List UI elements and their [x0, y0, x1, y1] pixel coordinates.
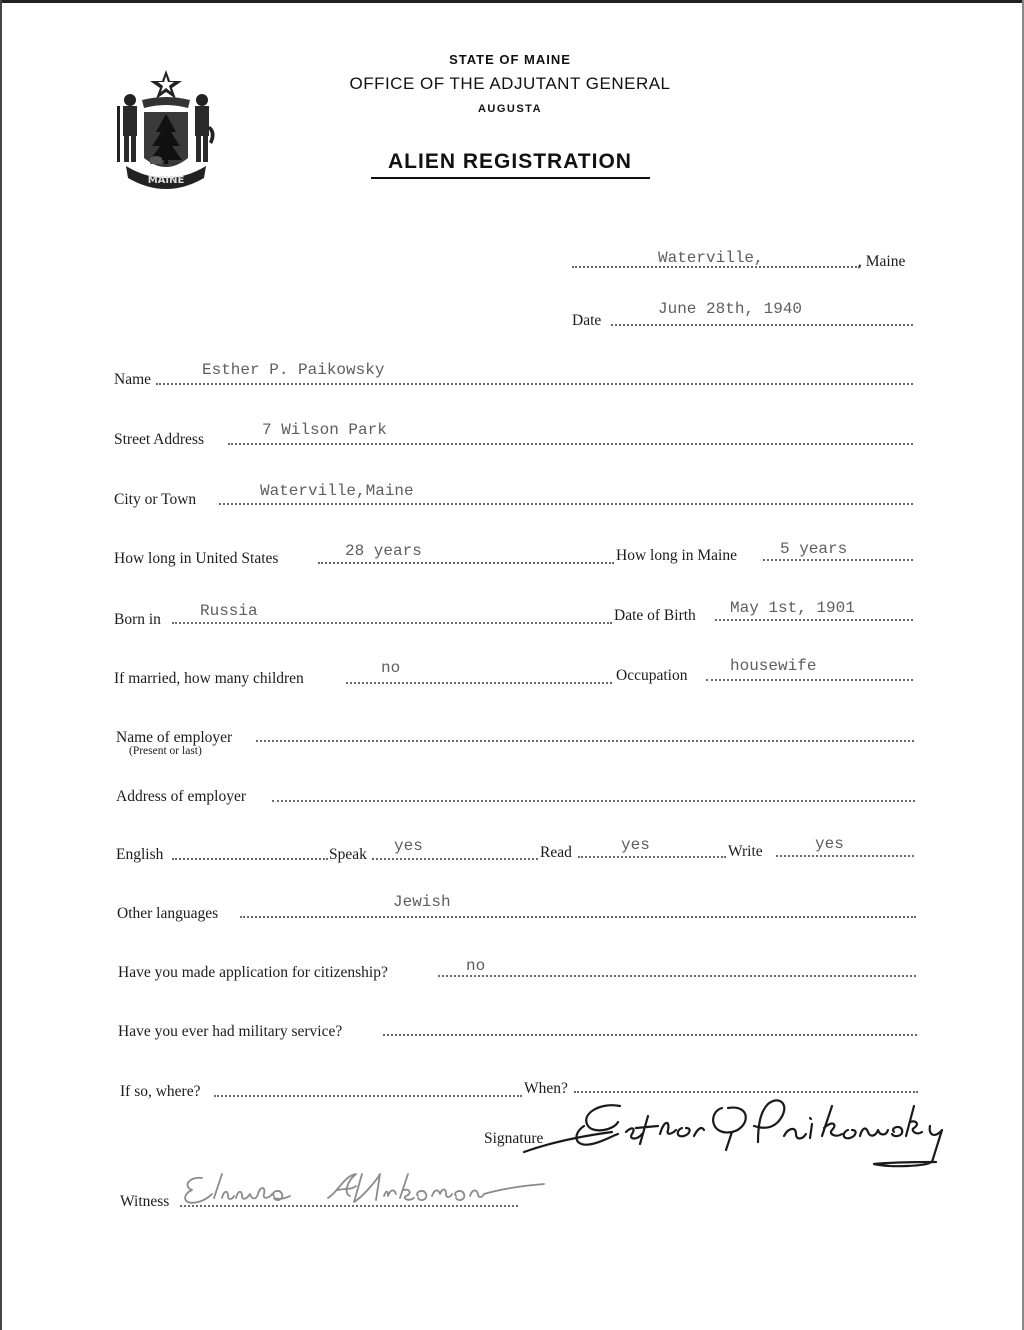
maine-duration-line: [763, 559, 913, 561]
header-state: STATE OF MAINE: [449, 52, 571, 67]
children-label: If married, how many children: [114, 670, 304, 687]
citizenship-line: [438, 975, 916, 977]
english-line: [172, 858, 328, 860]
maine-duration-label: How long in Maine: [616, 547, 737, 564]
born-in-value[interactable]: Russia: [200, 602, 258, 620]
name-value[interactable]: Esther P. Paikowsky: [202, 361, 385, 379]
signature-handwriting-icon[interactable]: [522, 1092, 972, 1170]
english-read-value[interactable]: yes: [621, 836, 650, 854]
place-value[interactable]: Waterville,: [658, 249, 764, 267]
citizenship-value[interactable]: no: [466, 957, 486, 975]
english-speak-value[interactable]: yes: [394, 837, 423, 855]
maine-state-seal-icon: [112, 66, 220, 198]
english-write-label: Write: [728, 843, 763, 860]
employer-address-label: Address of employer: [116, 788, 246, 805]
dob-value[interactable]: May 1st, 1901: [730, 599, 855, 617]
born-in-line: [172, 622, 612, 624]
where-line: [214, 1095, 522, 1097]
military-label: Have you ever had military service?: [118, 1023, 343, 1040]
military-line: [383, 1034, 917, 1036]
english-label: English: [116, 846, 164, 863]
city-label: City or Town: [114, 491, 197, 508]
employer-address-line: [272, 800, 915, 802]
signature-label: Signature: [484, 1130, 544, 1147]
name-line: [156, 383, 913, 385]
us-duration-label: How long in United States: [114, 550, 279, 567]
us-duration-line: [318, 562, 614, 564]
english-read-label: Read: [540, 844, 572, 861]
witness-label: Witness: [120, 1193, 170, 1210]
other-languages-value[interactable]: Jewish: [393, 893, 451, 911]
employer-name-sublabel: (Present or last): [129, 745, 202, 757]
date-label: Date: [572, 312, 602, 329]
title-underline: [371, 177, 650, 179]
street-value[interactable]: 7 Wilson Park: [262, 421, 387, 439]
english-write-value[interactable]: yes: [815, 835, 844, 853]
date-line: [611, 324, 913, 326]
dob-label: Date of Birth: [614, 607, 696, 624]
dob-line: [715, 619, 913, 621]
english-write-line: [776, 855, 914, 857]
children-value[interactable]: no: [381, 659, 401, 677]
place-suffix: , Maine: [858, 253, 906, 270]
street-line: [228, 443, 913, 445]
form-title: ALIEN REGISTRATION: [388, 150, 632, 173]
other-languages-line: [240, 916, 916, 918]
other-languages-label: Other languages: [117, 905, 219, 922]
city-value[interactable]: Waterville,Maine: [260, 482, 414, 500]
when-label: When?: [524, 1080, 568, 1097]
employer-name-line: [256, 740, 914, 742]
occupation-line: [706, 679, 913, 681]
maine-duration-value[interactable]: 5 years: [780, 540, 848, 558]
seal-text: MAINE: [147, 175, 185, 186]
city-line: [219, 503, 913, 505]
header-city: AUGUSTA: [477, 103, 543, 115]
english-read-line: [578, 856, 726, 858]
header-office: OFFICE OF THE ADJUTANT GENERAL: [349, 74, 671, 93]
where-label: If so, where?: [120, 1083, 201, 1100]
date-value[interactable]: June 28th, 1940: [658, 300, 803, 318]
children-line: [346, 682, 612, 684]
occupation-value[interactable]: housewife: [730, 657, 817, 675]
english-speak-line: [372, 858, 538, 860]
scan-edge-top: [0, 0, 1024, 3]
employer-name-label: Name of employer: [116, 729, 233, 746]
us-duration-value[interactable]: 28 years: [345, 542, 422, 560]
scan-edge-left: [0, 0, 2, 1330]
english-speak-label: Speak: [329, 846, 367, 863]
occupation-label: Occupation: [616, 667, 688, 684]
street-label: Street Address: [114, 431, 204, 448]
citizenship-label: Have you made application for citizenship?: [118, 964, 388, 981]
name-label: Name: [114, 371, 152, 388]
born-in-label: Born in: [114, 611, 161, 628]
witness-handwriting-icon[interactable]: [178, 1168, 550, 1212]
